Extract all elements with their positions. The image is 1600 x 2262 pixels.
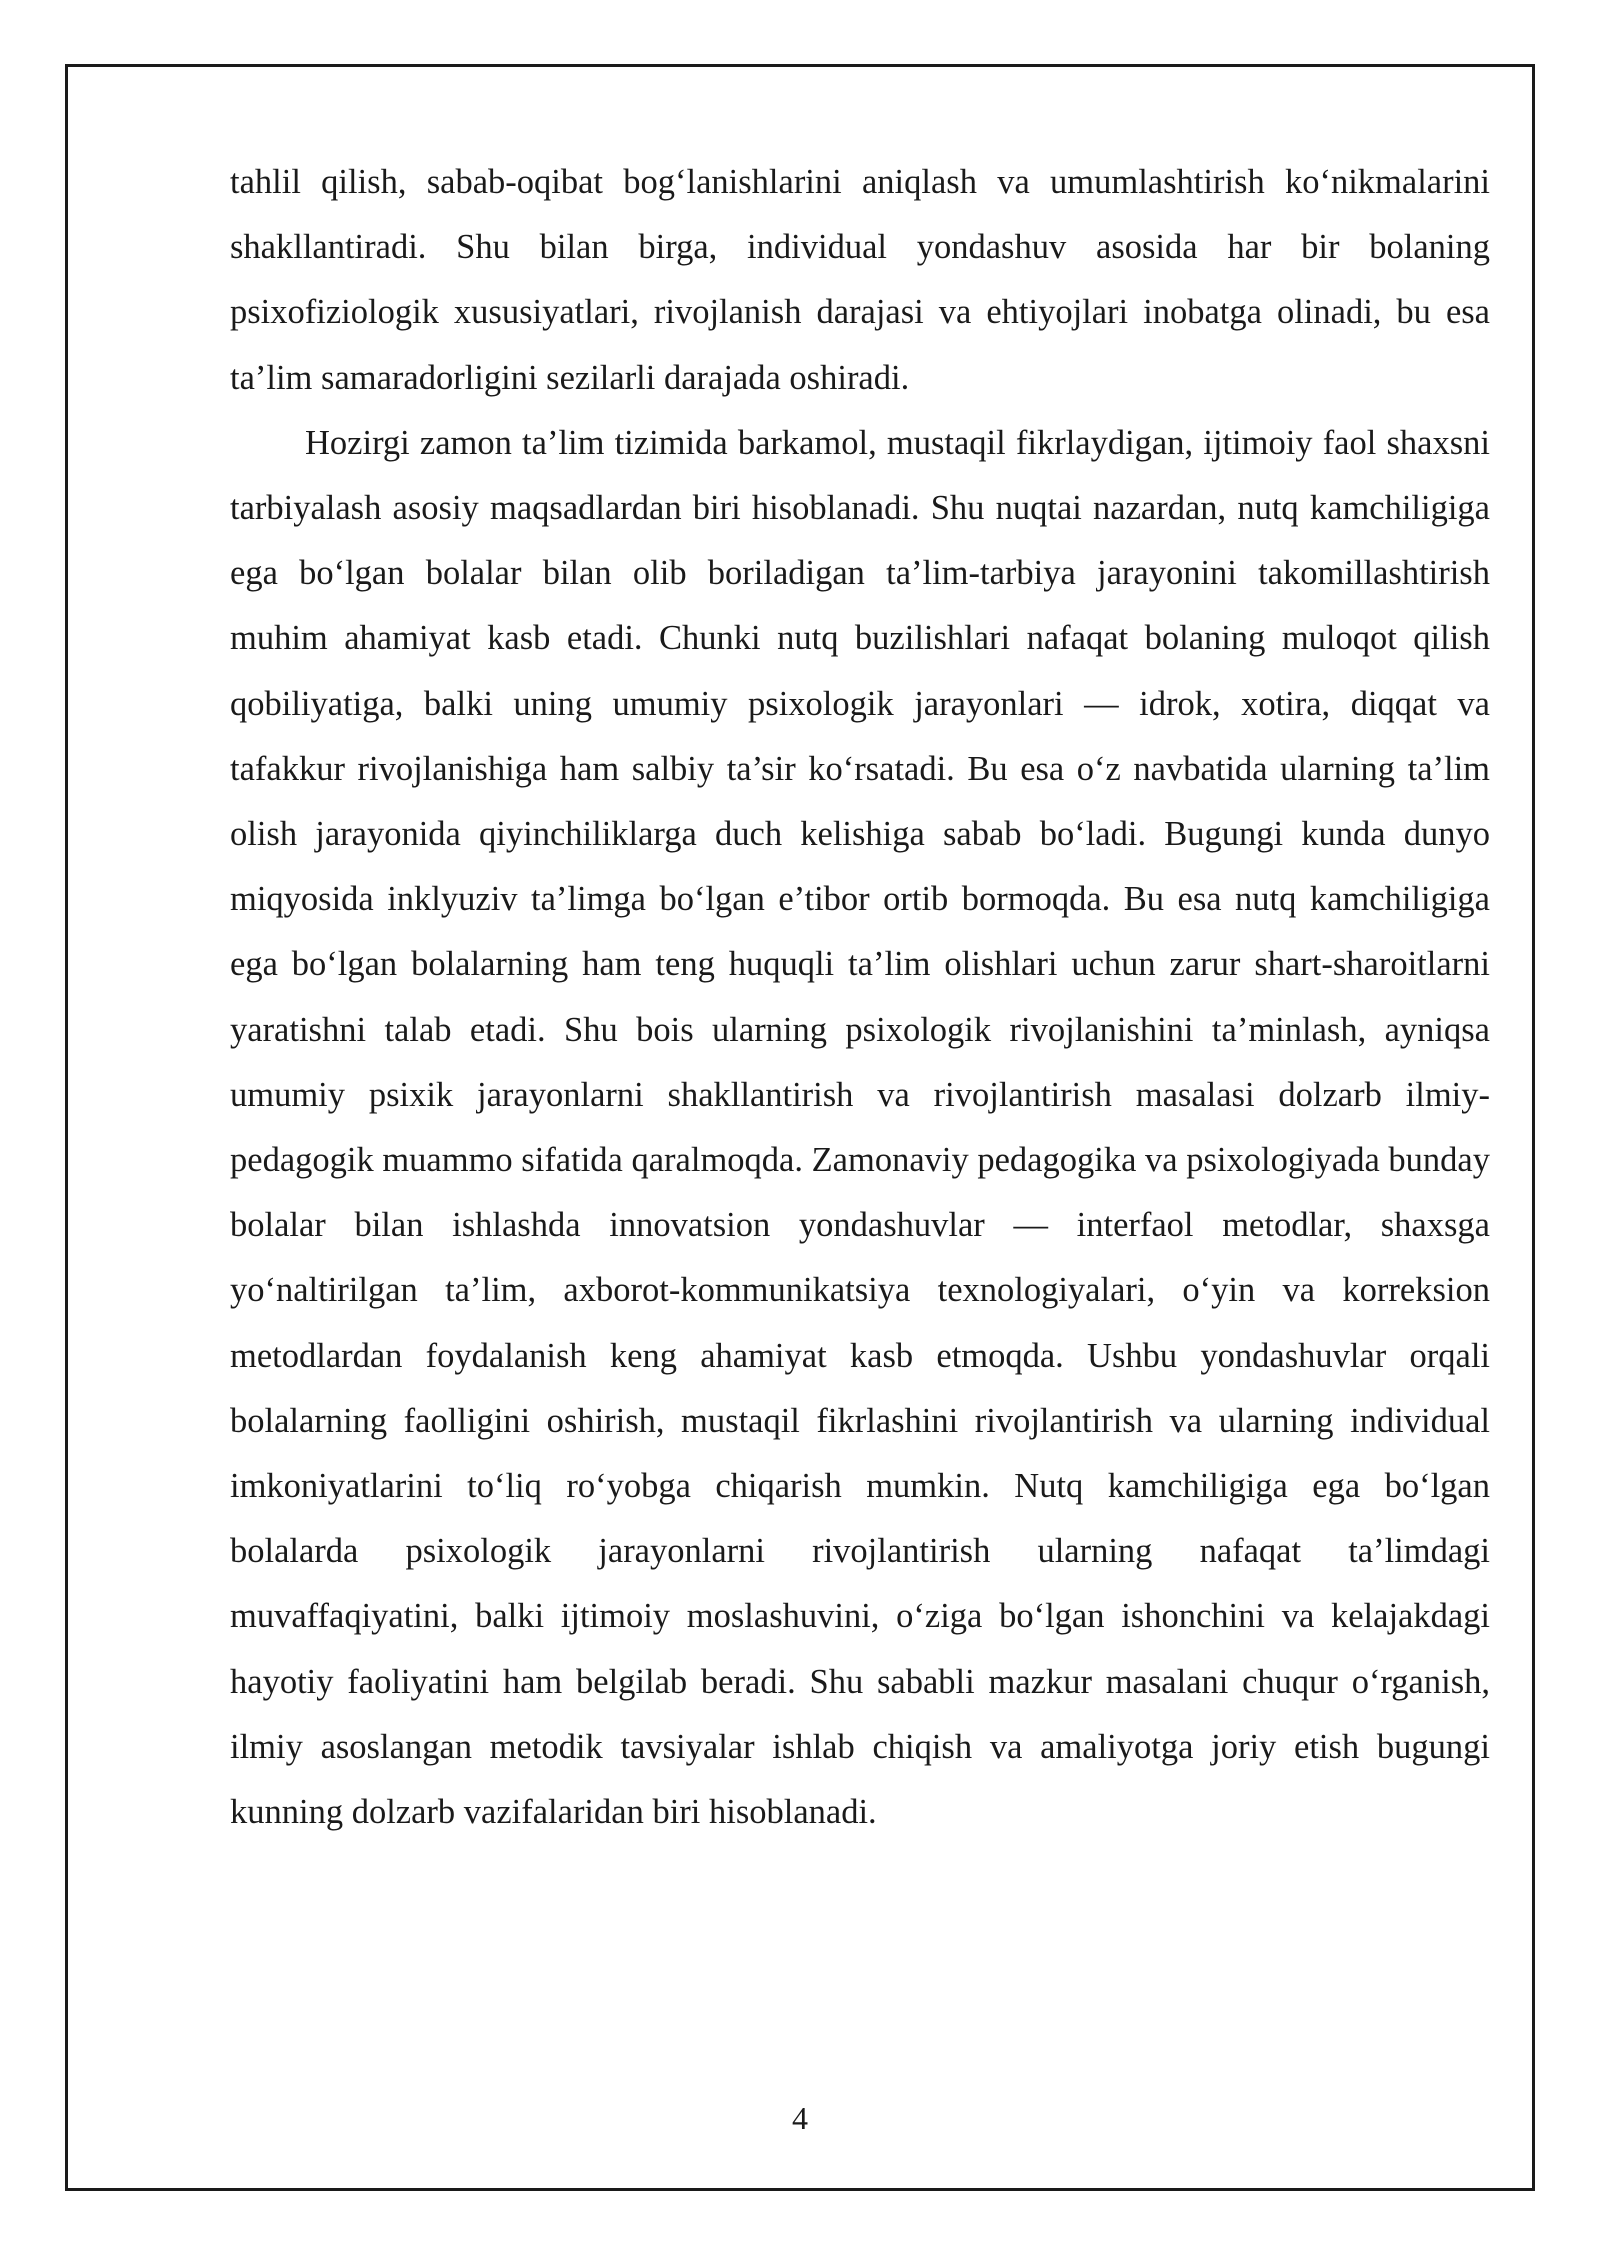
paragraph-continuation: tahlil qilish, sabab-oqibat bog‘lanishlarini aniqlash va umumlashtirish ko‘nikmalarini shakllantiradi. Shu bilan birga, individual yondashuv asosida har bir bolaning psixofiziologik xususiyatlari, rivojlanish darajasi va ehtiyojlari inobatga olinadi, bu esa ta’lim samaradorligini sezilarli darajada oshiradi. — [230, 163, 1490, 397]
page-number: 4 — [792, 2100, 808, 2136]
body-text — [230, 150, 1490, 1845]
paragraph-main: Hozirgi zamon ta’lim tizimida barkamol, mustaqil fikrlaydigan, ijtimoiy faol shaxsni tarbiyalash asosiy maqsadlardan biri hisoblanadi. Shu nuqtai nazardan, nutq kamchiligiga ega bo‘lgan bolalar bilan olib boriladigan ta’lim-tarbiya jarayonini takomillashtirish muhim ahamiyat kasb etadi. Chunki nutq buzilishlari nafaqat bolaning muloqot qilish qobiliyatiga, balki uning umumiy psixologik jarayonlari — idrok, xotira, diqqat va tafakkur rivojlanishiga ham salbiy ta’sir ko‘rsatadi. Bu esa o‘z navbatida ularning ta’lim olish jarayonida qiyinchiliklarga duch kelishiga sabab bo‘ladi. Bugungi kunda dunyo miqyosida inklyuziv ta’limga bo‘lgan e’tibor ortib bormoqda. Bu esa nutq kamchiligiga ega bo‘lgan bolalarning ham teng huquqli ta’lim olishlari uchun zarur shart-sharoitlarni yaratishni talab etadi. Shu bois ularning psixologik rivojlanishini ta’minlash, ayniqsa umumiy psixik jarayonlarni shakllantirish va rivojlantirish masalasi dolzarb ilmiy-pedagogik muammo sifatida qaralmoqda. Zamonaviy pedagogika va psixologiyada bunday bolalar bilan ishlashda innovatsion yondashuvlar — interfaol metodlar, shaxsga yo‘naltirilgan ta’lim, axborot-kommunikatsiya texnologiyalari, o‘yin va korreksion metodlardan foydalanish keng ahamiyat kasb etmoqda. Ushbu yondashuvlar orqali bolalarning faolligini oshirish, mustaqil fikrlashini rivojlantirish va ularning individual imkoniyatlarini to‘liq ro‘yobga chiqarish mumkin. Nutq kamchiligiga ega bo‘lgan bolalarda psixologik jarayonlarni rivojlantirish ularning nafaqat ta’limdagi muvaffaqiyatini, balki ijtimoiy moslashuvini, o‘ziga bo‘lgan ishonchini va kelajakdagi hayotiy faoliyatini ham belgilab beradi. Shu sababli mazkur masalani chuqur o‘rganish, ilmiy asoslangan metodik tavsiyalar ishlab chiqish va amaliyotga joriy etish bugungi kunning dolzarb vazifalaridan biri hisoblanadi. — [230, 423, 1490, 1832]
